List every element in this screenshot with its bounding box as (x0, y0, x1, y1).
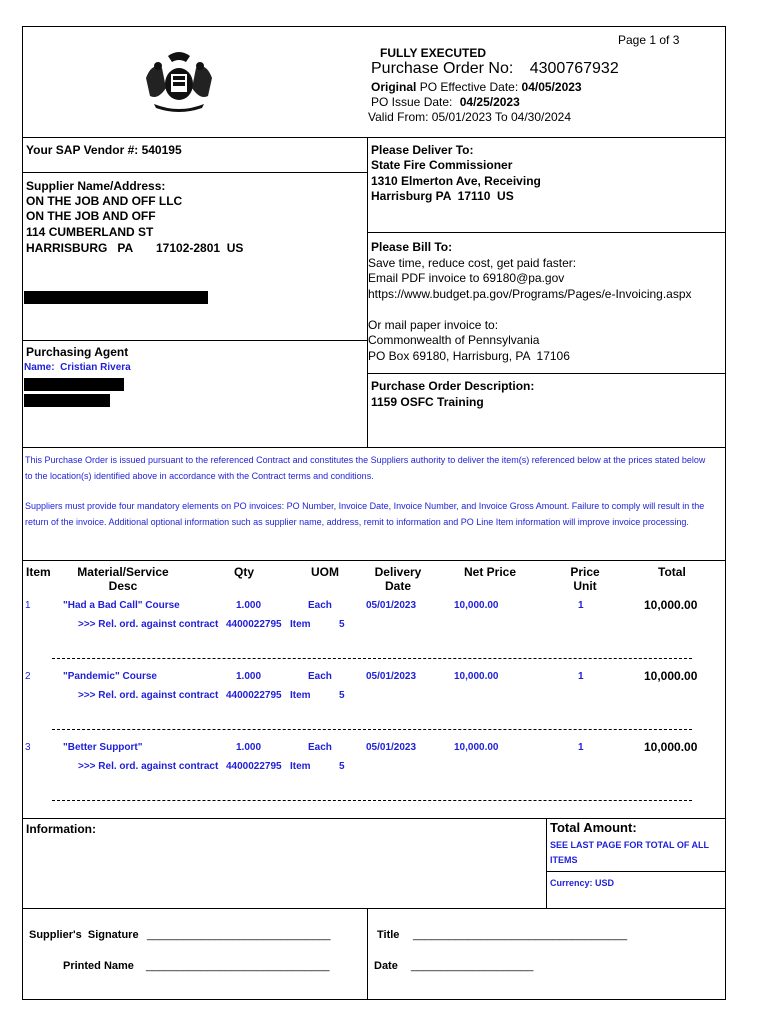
row-contract-ref: >>> Rel. ord. against contract (78, 761, 219, 772)
col-header-delivery-line-2: Date (384, 579, 411, 593)
row-delivery-date: 05/01/2023 (366, 742, 417, 753)
row-total: 10,000.00 (644, 598, 698, 612)
row-contract-item-label: Item (290, 619, 311, 630)
title-label: Title (377, 929, 400, 941)
col-header-delivery (362, 565, 434, 593)
row-item: 3 (25, 742, 31, 753)
row-price-unit: 1 (578, 742, 584, 753)
mail-line-2: Commonwealth of Pennsylvania (368, 333, 540, 347)
supplier-line-3: 114 CUMBERLAND ST (26, 225, 154, 239)
total-amount-note: SEE LAST PAGE FOR TOTAL OF ALL ITEMS (550, 840, 709, 865)
col-header-net-price: Net Price (464, 565, 517, 579)
bill-to-label: Please Bill To: (371, 240, 453, 254)
col-header-qty: Qty (234, 565, 255, 579)
col-header-material (68, 565, 178, 593)
bill-line-1: Save time, reduce cost, get paid faster: (368, 256, 577, 270)
row-uom: Each (308, 600, 332, 611)
sap-vendor-number: Your SAP Vendor #: 540195 (26, 143, 182, 157)
effective-date-label: PO Effective Date: (419, 80, 519, 94)
row-separator (52, 800, 692, 801)
date-field[interactable]: ____________________ (411, 960, 534, 972)
po-number-line (371, 60, 619, 78)
state-seal (140, 48, 218, 114)
deliver-line-1: State Fire Commissioner (371, 158, 513, 172)
col-header-price-unit (555, 565, 615, 593)
col-header-total: Total (658, 565, 686, 579)
po-description-label: Purchase Order Description: (371, 379, 535, 393)
deliver-to-label: Please Deliver To: (371, 143, 474, 157)
row-contract-ref: >>> Rel. ord. against contract (78, 619, 219, 630)
total-amount-label: Total Amount: (550, 820, 637, 835)
redacted-block (24, 378, 124, 391)
supplier-signature-field[interactable]: ______________________________ (147, 929, 331, 941)
title-field[interactable]: ___________________________________ (413, 929, 628, 941)
issue-date-line (371, 95, 520, 109)
supplier-line-1: ON THE JOB AND OFF LLC (26, 194, 183, 208)
po-number-label: Purchase Order No: (371, 60, 514, 77)
page-number: Page 1 of 3 (618, 33, 680, 47)
row-item: 1 (25, 600, 31, 611)
effective-original-label: Original (371, 80, 417, 94)
row-separator (52, 729, 692, 730)
notice-paragraph-2: Suppliers must provide four mandatory elements on PO invoices: PO Number, Invoice Date, Invoice Number, and Invoice Gross Amount. Failure to comply will result in the return of the invoice. Additional optional information such as supplier name, address, remit to information and PO Line Item information will improve invoice processing. (25, 501, 705, 527)
notice-paragraph-1: This Purchase Order is issued pursuant to the referenced Contract and constitutes the Suppliers authority to deliver the item(s) referenced below at the prices stated below to the location(s) identified above in accordance with the Contract terms and conditions. (25, 455, 706, 481)
valid-period: Valid From: 05/01/2023 To 04/30/2024 (368, 110, 572, 124)
bill-url-link[interactable]: https://www.budget.pa.gov/Programs/Pages/e-Invoicing.aspx (368, 287, 692, 301)
row-delivery-date: 05/01/2023 (366, 671, 417, 682)
row-total: 10,000.00 (644, 740, 698, 754)
bill-email-line: Email PDF invoice to 69180@pa.gov (368, 271, 565, 285)
col-header-item: Item (26, 565, 51, 579)
po-status: FULLY EXECUTED (380, 46, 487, 60)
row-total: 10,000.00 (644, 669, 698, 683)
row-delivery-date: 05/01/2023 (366, 600, 417, 611)
row-qty: 1.000 (236, 600, 262, 611)
row-contract-item-label: Item (290, 761, 311, 772)
printed-name-field[interactable]: ______________________________ (146, 960, 330, 972)
table-row (22, 740, 725, 796)
row-desc: "Pandemic" Course (63, 671, 157, 682)
redacted-block (24, 291, 208, 304)
table-row (22, 669, 725, 725)
purchasing-agent-label: Purchasing Agent (26, 345, 129, 359)
row-contract-number: 4400022795 (226, 761, 282, 772)
col-header-delivery-line-1: Delivery (374, 565, 422, 579)
effective-date-line (371, 80, 582, 94)
row-contract-ref: >>> Rel. ord. against contract (78, 690, 219, 701)
table-row (22, 598, 725, 654)
issue-date: 04/25/2023 (459, 95, 520, 109)
supplier-signature-label: Supplier's Signature (29, 929, 139, 941)
po-number: 4300767932 (529, 60, 619, 77)
col-header-price-unit-line-1: Price (570, 565, 600, 579)
row-uom: Each (308, 671, 332, 682)
deliver-line-2: 1310 Elmerton Ave, Receiving (371, 174, 541, 188)
row-contract-item-label: Item (290, 690, 311, 701)
row-net-price: 10,000.00 (454, 600, 499, 611)
row-contract-number: 4400022795 (226, 619, 282, 630)
supplier-line-4: HARRISBURG PA 17102-2801 US (26, 241, 244, 255)
printed-name-label: Printed Name (63, 960, 134, 972)
row-contract-item-number: 5 (339, 690, 345, 701)
row-net-price: 10,000.00 (454, 742, 499, 753)
supplier-label: Supplier Name/Address: (26, 179, 166, 193)
row-contract-item-number: 5 (339, 619, 345, 630)
row-price-unit: 1 (578, 600, 584, 611)
information-label: Information: (26, 822, 96, 836)
deliver-line-3: Harrisburg PA 17110 US (371, 189, 514, 203)
date-label: Date (374, 960, 398, 972)
effective-date: 04/05/2023 (521, 80, 582, 94)
currency: Currency: USD (550, 878, 615, 888)
row-price-unit: 1 (578, 671, 584, 682)
row-contract-number: 4400022795 (226, 690, 282, 701)
row-desc: "Had a Bad Call" Course (63, 600, 180, 611)
mail-line-1: Or mail paper invoice to: (368, 318, 499, 332)
redacted-block (24, 394, 110, 407)
mail-line-3: PO Box 69180, Harrisburg, PA 17106 (368, 349, 570, 363)
row-contract-item-number: 5 (339, 761, 345, 772)
issue-date-label: PO Issue Date: (371, 95, 453, 109)
row-uom: Each (308, 742, 332, 753)
row-item: 2 (25, 671, 31, 682)
row-qty: 1.000 (236, 742, 262, 753)
col-header-uom: UOM (311, 565, 339, 579)
col-header-price-unit-line-2: Unit (573, 579, 597, 593)
row-qty: 1.000 (236, 671, 262, 682)
supplier-line-2: ON THE JOB AND OFF (26, 209, 156, 223)
col-header-material-line-2: Desc (108, 579, 138, 593)
row-net-price: 10,000.00 (454, 671, 499, 682)
row-desc: "Better Support" (63, 742, 143, 753)
col-header-material-line-1: Material/Service (77, 565, 169, 579)
purchasing-agent-name: Name: Cristian Rivera (24, 362, 131, 373)
po-description: 1159 OSFC Training (371, 395, 484, 409)
row-separator (52, 658, 692, 659)
